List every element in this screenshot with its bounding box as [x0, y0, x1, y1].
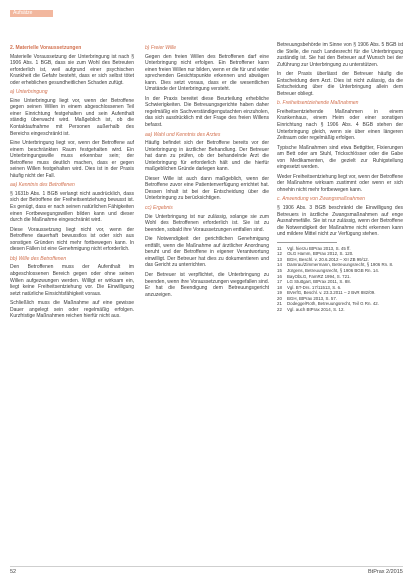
- subsection-heading: b) Freier Wille: [145, 45, 177, 51]
- page-number: 52: [10, 569, 17, 575]
- subsection-heading: c. Anwendung von Zwangsmaßnahmen: [277, 196, 365, 203]
- journal-name: BtPrax 2/2015: [368, 569, 403, 575]
- paragraph: Diese Voraussetzung liegt nicht vor, wenn der Betroffene dauerhaft bewusstlos ist oder sich aus sonstigen Gründen nicht mehr fortbewegen kann. In diesen Fällen ist eine Genehmigung nicht erforderlich.: [10, 226, 134, 253]
- footnote-number: 16: [277, 273, 282, 279]
- paragraph: Schließlich muss die Maßnahme auf eine gewisse Dauer angelegt sein oder regelmäßig erfolgen. Kurzfristige Maßnahmen reichen hierfür nicht aus.: [10, 300, 134, 320]
- paragraph: Der Betreuer ist verpflichtet, die Unterbringung zu beenden, wenn ihre Voraussetzungen weggefallen sind. Er hat die Beendigung dem Betreuungsgericht anzuzeigen.: [145, 271, 269, 298]
- paragraph: Eine Unterbringung liegt vor, wenn der Betroffene auf einem beschränkten Raum festgehalten wird. Ein Unterbringungswille muss erkennbar sein; der Betroffene muss deutlich machen, dass er gegen seinen Willen festgehalten wird. Dies ist in der Praxis häufig nicht der Fall.: [10, 140, 134, 179]
- footnote-number: 21: [277, 301, 282, 307]
- column-1: [10, 42, 134, 323]
- paragraph: Dieser Wille ist auch dann maßgeblich, wenn der Betroffene zuvor eine Patientenverfügung errichtet hat. Dessen Inhalt ist bei der Entscheidung über die Unterbringung zu berücksichtigen.: [145, 175, 269, 202]
- section-heading: 2. Materielle Voraussetzungen: [10, 45, 82, 51]
- paragraph: Weder Freiheitsentziehung liegt vor, wenn der Betroffene der Maßnahme wirksam zustimmt oder wenn er sich ohnehin nicht mehr fortbewegen kann.: [277, 173, 404, 193]
- footnote-number: 11: [277, 245, 282, 251]
- footnote-text: Dodegge/Roth, Betreuungsrecht, Teil G Rn. 42.: [287, 301, 379, 307]
- paragraph: Die Unterbringung ist nur zulässig, solange sie zum Wohl des Betroffenen erforderlich ist. Sie ist zu beenden, sobald ihre Voraussetzungen entfallen sind.: [145, 213, 269, 233]
- paragraph: § 1906 Abs. 3 BGB beschränkt die Einwilligung des Betreuers in ärztliche Zwangsmaßnahmen auf enge Ausnahmefälle. Sie ist nur zulässig, wenn der Betroffene die Notwendigkeit der Maßnahme nicht erkennen kann und mildere Mittel nicht zur Verfügung stehen.: [277, 205, 403, 238]
- footnote-text: Vgl. auch BtPrax 2014, S. 12.: [287, 306, 345, 312]
- paragraph: Häufig befindet sich der Betroffene bereits vor der Unterbringung in ärztlicher Behandlung. Der Betreuer hat dann zu prüfen, ob der behandelnde Arzt die Unterbringung für erforderlich hält und die hierfür maßgeblichen Gründe darlegen kann.: [145, 140, 269, 173]
- footnote-number: 14: [277, 262, 282, 268]
- footnote-number: 18: [277, 284, 282, 290]
- footnote: [277, 307, 403, 313]
- column-3: [277, 42, 403, 312]
- paragraph: Typische Maßnahmen sind etwa Bettgitter, Fixierungen am Bett oder am Stuhl, Trickschlösser oder die Gabe von Medikamenten, die gezielt zur Ruhigstellung eingesetzt werden.: [277, 144, 403, 171]
- footnote-text: BVerfG, Beschl. v. 23.3.2011 – 2 BvR 882/09.: [287, 290, 376, 296]
- subsection-heading: a) Unterbringung: [10, 89, 48, 96]
- section-tag: [10, 10, 53, 17]
- paragraph: § 1631b Abs. 1 BGB verlangt nicht ausdrücklich, dass sich der Betroffene der Freiheitsentziehung bewusst ist. Es genügt, dass er nach seinen natürlichen Fähigkeiten einen Fortbewegungswillen bilden kann und dieser durch die Maßnahme eingeschränkt wird.: [10, 190, 134, 224]
- paragraph: Eine Unterbringung liegt vor, wenn der Betroffene gegen seinen Willen in einem abgeschlossenen Teil einer Einrichtung festgehalten und sein Aufenthalt ständig überwacht wird. Maßgeblich ist, ob die Kontaktaufnahme mit Personen außerhalb des Bereichs eingeschränkt ist.: [10, 97, 134, 137]
- subsection-heading: cc) Ergebnis: [145, 205, 173, 212]
- footnote-number: 12: [277, 251, 282, 257]
- subsection-heading: bb) Wille des Betroffenen: [10, 255, 67, 262]
- subsection-heading: aa) Kenntnis des Betroffenen: [10, 182, 75, 189]
- footnote-text: LG Stuttgart, BtPrax 2011, S. 88.: [287, 279, 351, 285]
- footnote-text: BGH, BtPrax 2013, S. 57.: [287, 295, 338, 301]
- footnote-number: 22: [277, 306, 282, 312]
- paragraph: Die Notwendigkeit der gerichtlichen Genehmigung entfällt, wenn die Maßnahme auf ärztlicher Anordnung beruht und der Betroffene in eigener Verantwortung einwilligt. Der Betreuer hat dies zu dokumentieren und das Gericht zu unterrichten.: [145, 236, 269, 269]
- paragraph: Gegen den freien Willen des Betroffenen darf eine Unterbringung nicht erfolgen. Ein Betroffener kann einen freien Willen nur bilden, wenn er die für und wider sprechenden Gesichtspunkte erkennen und abwägen kann. Dies setzt voraus, dass er die wesentlichen Umstände der Unterbringung versteht.: [145, 53, 269, 93]
- column-2: [145, 42, 269, 301]
- footnote-text: BGH, Beschl. v. 20.6.2012 – XII ZB 99/12.: [287, 256, 369, 262]
- footnote-text: Vgl. BT-Drs. 17/11513, S. 6.: [287, 284, 342, 290]
- footnote-number: 13: [277, 256, 282, 262]
- footnote-text: Vgl. hierzu BtPrax 2013, S. 45 ff.: [287, 245, 351, 251]
- footnote-text: BayObLG, FamRZ 1994, S. 721.: [287, 273, 351, 279]
- paragraph: Den Betroffenen muss der Aufenthalt im abgeschlossenen Bereich gegen oder ohne seinen Willen aufgezwungen werden. Willigt er wirksam ein, liegt keine Freiheitsentziehung vor. Die Einwilligung setzt natürliche Einsichtsfähigkeit voraus.: [10, 264, 134, 297]
- subsection-heading: aa) Wahl und Kenntnis des Arztes: [145, 131, 221, 138]
- subsection-heading: b. Freiheitsentziehende Maßnahmen: [277, 100, 359, 107]
- footnote-divider: [277, 242, 337, 243]
- footnote-text: Jürgens, Betreuungsrecht, § 1906 BGB Rn. 14.: [287, 267, 380, 273]
- footer-rule: [10, 566, 403, 567]
- paragraph: Materielle Voraussetzung der Unterbringung ist nach § 1906 Abs. 1 BGB, dass sie zum Wohl des Betreuten erforderlich ist, weil aufgrund einer psychischen Krankheit die Gefahr besteht, dass er sich selbst tötet oder erheblichen gesundheitlichen Schaden zufügt.: [10, 53, 134, 86]
- footnote-number: 20: [277, 295, 282, 301]
- section-label: Aufsätze: [13, 10, 33, 16]
- footnote-number: 19: [277, 290, 282, 296]
- paragraph: Betreuungsbehörde im Sinne von § 1906 Abs. 5 BGB ist die Stelle, die nach Landesrecht für die Unterbringung zuständig ist. Sie hat den Betreuer auf Wunsch bei der Zuführung zur Unterbringung zu unterstützen.: [277, 42, 403, 68]
- footnote-number: 15: [277, 267, 282, 273]
- footnote-text: Damrau/Zimmermann, Betreuungsrecht, § 1906 Rn. 8.: [287, 262, 394, 268]
- footnote-number: 17: [277, 279, 282, 285]
- paragraph: In der Praxis bereitet diese Beurteilung erhebliche Schwierigkeiten. Die Betreuungsgerichte haben daher regelmäßig ein Sachverständigengutachten einzuholen, das sich ausdrücklich mit der Frage des freien Willens befasst.: [145, 95, 269, 129]
- paragraph: Freiheitsentziehende Maßnahmen in einem Krankenhaus, einem Heim oder einer sonstigen Einrichtung nach § 1906 Abs. 4 BGB stehen der Unterbringung gleich, wenn sie über einen längeren Zeitraum oder regelmäßig erfolgen.: [277, 108, 403, 142]
- footnote-text: OLG Hamm, BtPrax 2012, S. 120.: [287, 251, 354, 257]
- footnote-list: [277, 246, 403, 313]
- paragraph: In der Praxis überlässt der Betreuer häufig die Entscheidung dem Arzt. Dies ist nicht zulässig, da die Entscheidung über die Unterbringung allein dem Betreuer obliegt.: [277, 71, 403, 97]
